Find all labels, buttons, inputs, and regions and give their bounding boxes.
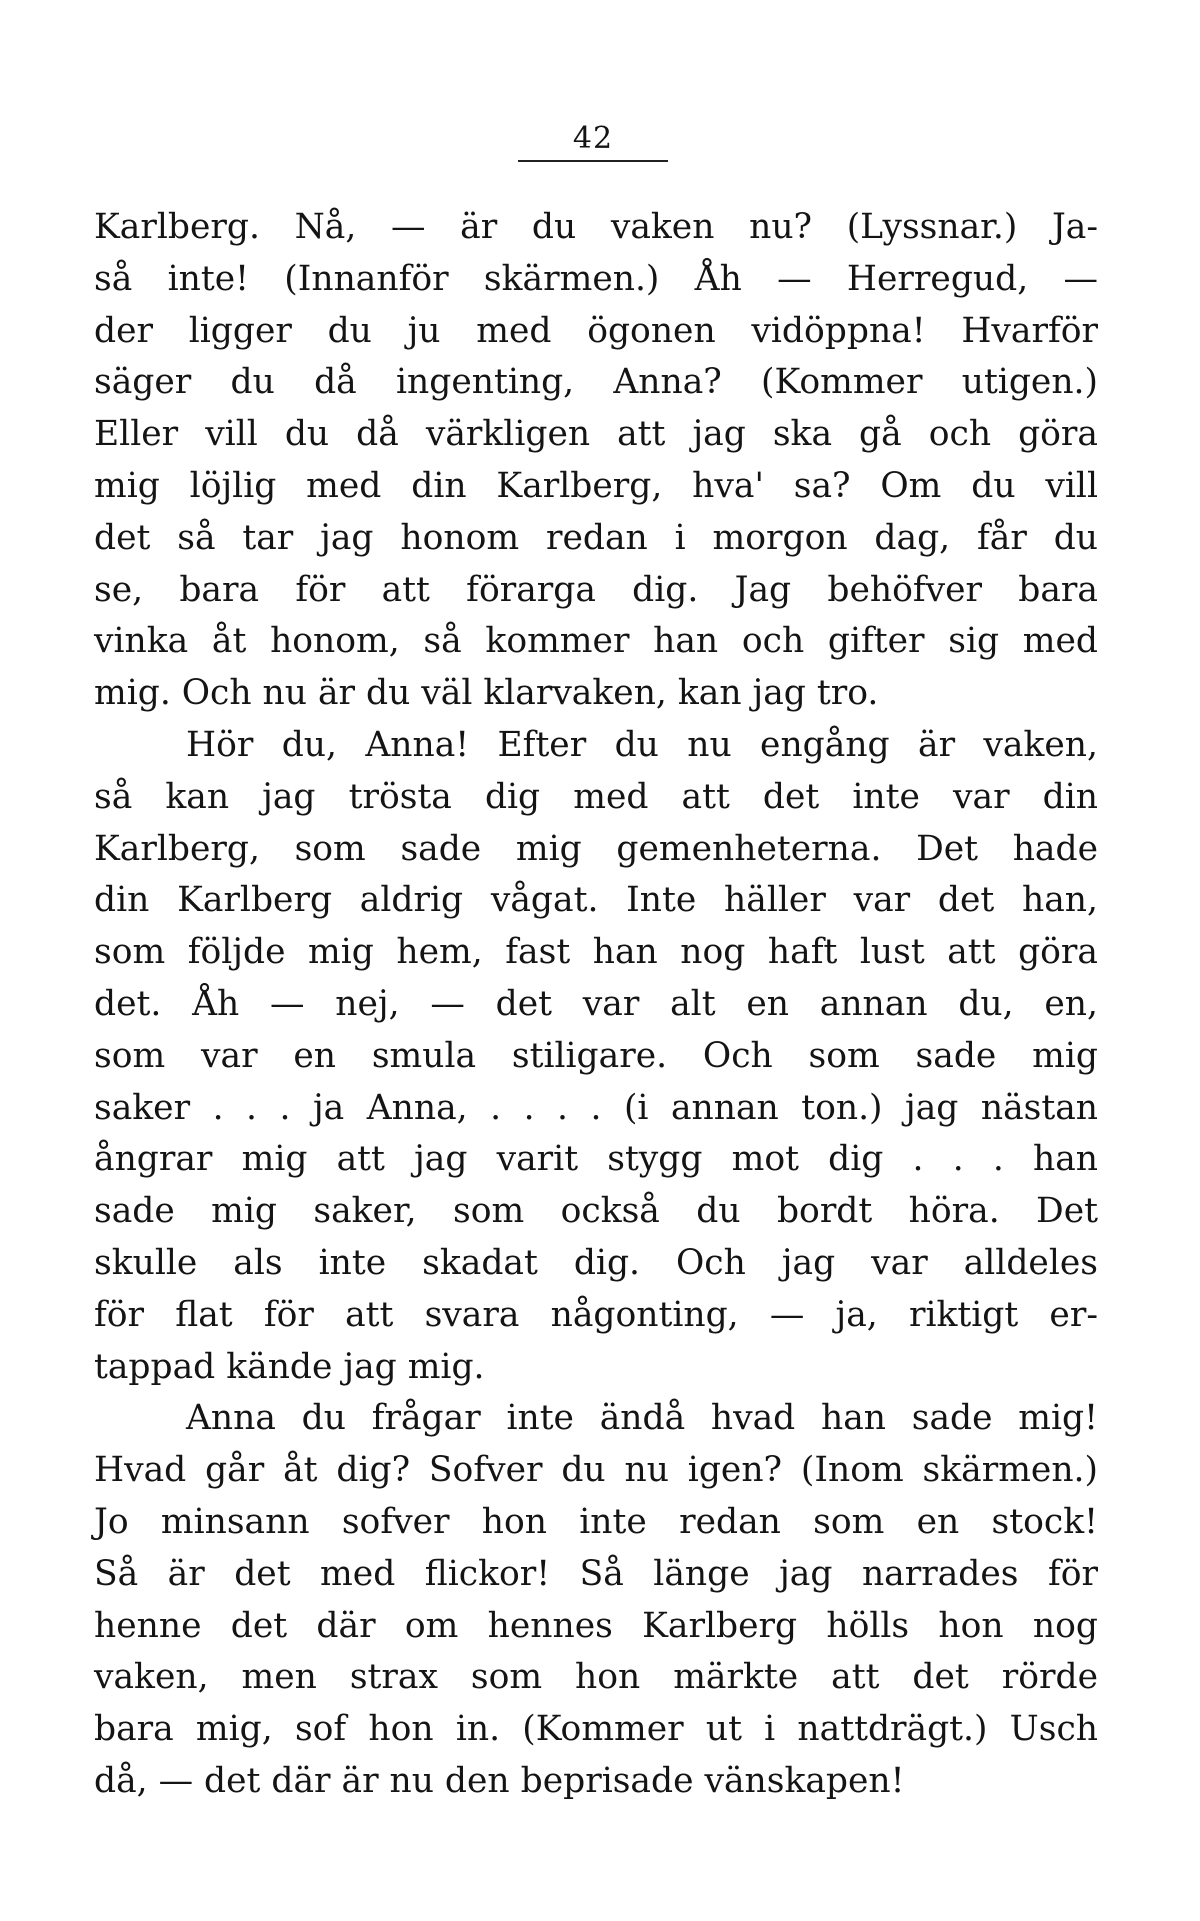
- page-header: [518, 122, 668, 162]
- text-line: mig löjlig med din Karlberg, hva' sa? Om du vill: [94, 465, 1098, 506]
- text-line: som var en smula stiligare. Och som sade mig: [94, 1035, 1098, 1076]
- body-text: [94, 202, 1098, 1808]
- page-number: 42: [572, 121, 614, 156]
- text-line: bara mig, sof hon in. (Kommer ut i nattdrägt.) Usch: [94, 1709, 1098, 1750]
- paragraph: [94, 720, 1098, 1393]
- text-line: saker . . . ja Anna, . . . . (i annan ton.) jag nästan: [94, 1087, 1098, 1128]
- text-line: så kan jag trösta dig med att det inte var din: [94, 776, 1098, 817]
- text-line: Eller vill du då värkligen att jag ska gå och göra: [94, 414, 1098, 455]
- text-line: då, — det där är nu den beprisade vänskapen!: [94, 1760, 905, 1801]
- text-line: der ligger du ju med ögonen vidöppna! Hvarför: [94, 310, 1098, 351]
- text-line: vinka åt honom, så kommer han och gifter sig med: [94, 621, 1098, 662]
- text-line: för flat för att svara någonting, — ja, riktigt er-: [94, 1294, 1098, 1335]
- text-line: se, bara för att förarga dig. Jag behöfver bara: [94, 569, 1098, 610]
- text-line: Så är det med flickor! Så länge jag narrades för: [94, 1553, 1098, 1594]
- text-line: Hör du, Anna! Efter du nu engång är vaken,: [186, 724, 1098, 765]
- text-line: Jo minsann sofver hon inte redan som en stock!: [94, 1501, 1098, 1542]
- text-line: din Karlberg aldrig vågat. Inte häller var det han,: [94, 880, 1098, 921]
- text-line: det. Åh — nej, — det var alt en annan du, en,: [94, 983, 1098, 1024]
- text-line: Hvad går åt dig? Sofver du nu igen? (Inom skärmen.): [94, 1450, 1098, 1491]
- text-line: Anna du frågar inte ändå hvad han sade mig!: [186, 1398, 1098, 1439]
- paragraph: [94, 202, 1098, 720]
- text-line: Karlberg, som sade mig gemenheterna. Det hade: [94, 828, 1098, 869]
- text-line: mig. Och nu är du väl klarvaken, kan jag tro.: [94, 673, 879, 714]
- text-line: tappad kände jag mig.: [94, 1346, 485, 1387]
- text-line: ångrar mig att jag varit stygg mot dig . . . han: [94, 1139, 1098, 1180]
- text-line: vaken, men strax som hon märkte att det rörde: [94, 1657, 1098, 1698]
- text-line: det så tar jag honom redan i morgon dag, får du: [94, 517, 1098, 558]
- text-line: så inte! (Innanför skärmen.) Åh — Herregud, —: [94, 258, 1098, 299]
- page-number-rule: [518, 160, 668, 162]
- text-line: Karlberg. Nå, — är du vaken nu? (Lyssnar.) Ja-: [94, 207, 1098, 247]
- text-line: sade mig saker, som också du bordt höra. Det: [94, 1191, 1098, 1232]
- paragraph: [94, 1393, 1098, 1807]
- text-line: skulle als inte skadat dig. Och jag var alldeles: [94, 1242, 1098, 1283]
- text-line: henne det där om hennes Karlberg hölls hon nog: [94, 1605, 1098, 1646]
- text-line: säger du då ingenting, Anna? (Kommer utigen.): [94, 362, 1098, 403]
- text-line: som följde mig hem, fast han nog haft lust att göra: [94, 932, 1098, 973]
